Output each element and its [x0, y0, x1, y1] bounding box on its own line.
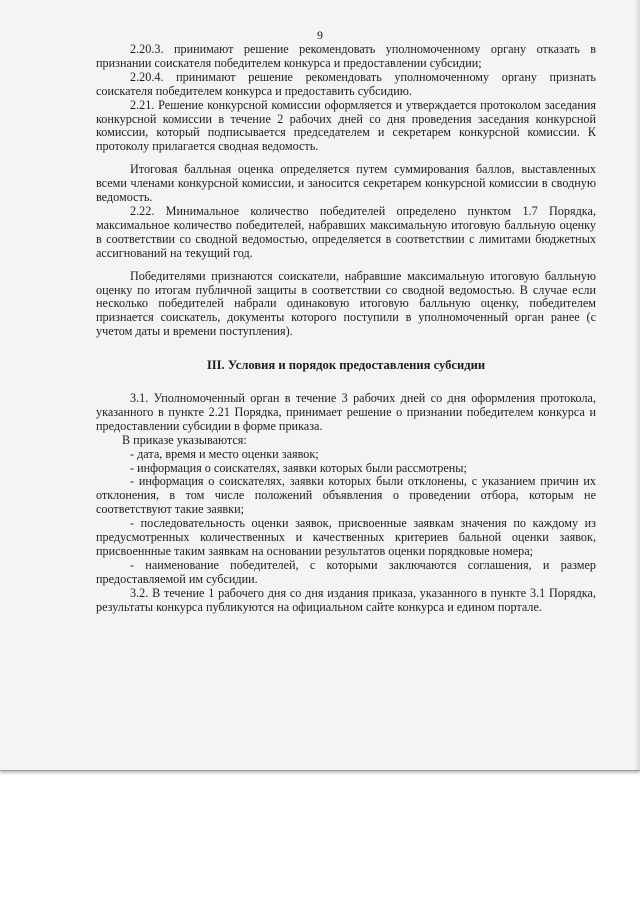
paragraph-3-1: 3.1. Уполномоченный орган в течение 3 рабочих дней со дня оформления протокола, указанного в пункте 2.21 Порядка, принимает решение о признании победителем конкурса и предоставлении субсидии в форме приказа. [96, 391, 596, 433]
paragraph-2-22: 2.22. Минимальное количество победителей определено пунктом 1.7 Порядка, максимальное количество победителей, набравших максимальную итоговую балльную оценку в соответствии со сводной ведомостью, определяется в соответствии с лимитами бюджетных ассигнований на текущий год. [96, 203, 596, 260]
list-item-evaluation: - последовательность оценки заявок, присвоенные заявкам значения по каждому из предусмотренных количественных и качественных критериев бальной оценки заявок, присвоеннные таким заявкам на основании результатов оценки порядковые номера; [96, 516, 596, 558]
section-3-heading: III. Условия и порядок предоставления субсидии [206, 358, 486, 373]
paragraph-final-score: Итоговая балльная оценка определяется путем суммирования баллов, выставленных всеми членами конкурсной комиссии, и заносится секретарем конкурсной комиссии в сводную ведомость. [96, 162, 596, 205]
paragraph-winners: Победителями признаются соискатели, набравшие максимальную итоговую балльную оценку по итогам публичной защиты в соответствии со сводной ведомостью. В случае если несколько победителей набрали одинаковую итоговую балльную оценку, победителем признается соискатель, документы которого поступили в уполномоченный орган ранее (с учетом даты и времени поступления). [96, 268, 596, 339]
document-body [96, 43, 596, 615]
page-number: 9 [317, 28, 323, 42]
paragraph-2-20-4: 2.20.4. принимают решение рекомендовать уполномоченному органу признать соискателя победителем конкурса и предоставить субсидию. [96, 69, 596, 98]
paragraph-2-20-3: 2.20.3. принимают решение рекомендовать уполномоченному органу отказать в признании соискателя победителем конкурса и предоставлении субсидии; [96, 42, 596, 70]
paragraph-order-contents: В приказе указываются: [122, 432, 247, 447]
list-item-rejected: - информация о соискателях, заявки которых были отклонены, с указанием причин их отклонения, в том числе положений объявления о проведении отбора, которым не соответствуют такие заявки; [96, 474, 596, 517]
paragraph-2-21: 2.21. Решение конкурсной комиссии оформляется и утверждается протоколом заседания конкурсной комиссии в течение 2 рабочих дней со дня проведения заседания конкурсной комиссии, который подписывается председателем и секретарем конкурсной комиссии. К протоколу прилагается сводная ведомость. [96, 97, 596, 154]
list-item-reviewed: - информация о соискателях, заявки которых были рассмотрены; [130, 460, 467, 475]
paragraph-3-2: 3.2. В течение 1 рабочего дня со дня издания приказа, указанного в пункте 3.1 Порядка, результаты конкурса публикуются на официальном сайте конкурса и едином портале. [96, 585, 596, 614]
list-item-date: - дата, время и место оценки заявок; [130, 446, 319, 461]
list-item-winners: - наименование победителей, с которыми заключаются соглашения, и размер предоставляемой им субсидии. [96, 557, 596, 586]
scan-shadow-edge [634, 0, 640, 770]
